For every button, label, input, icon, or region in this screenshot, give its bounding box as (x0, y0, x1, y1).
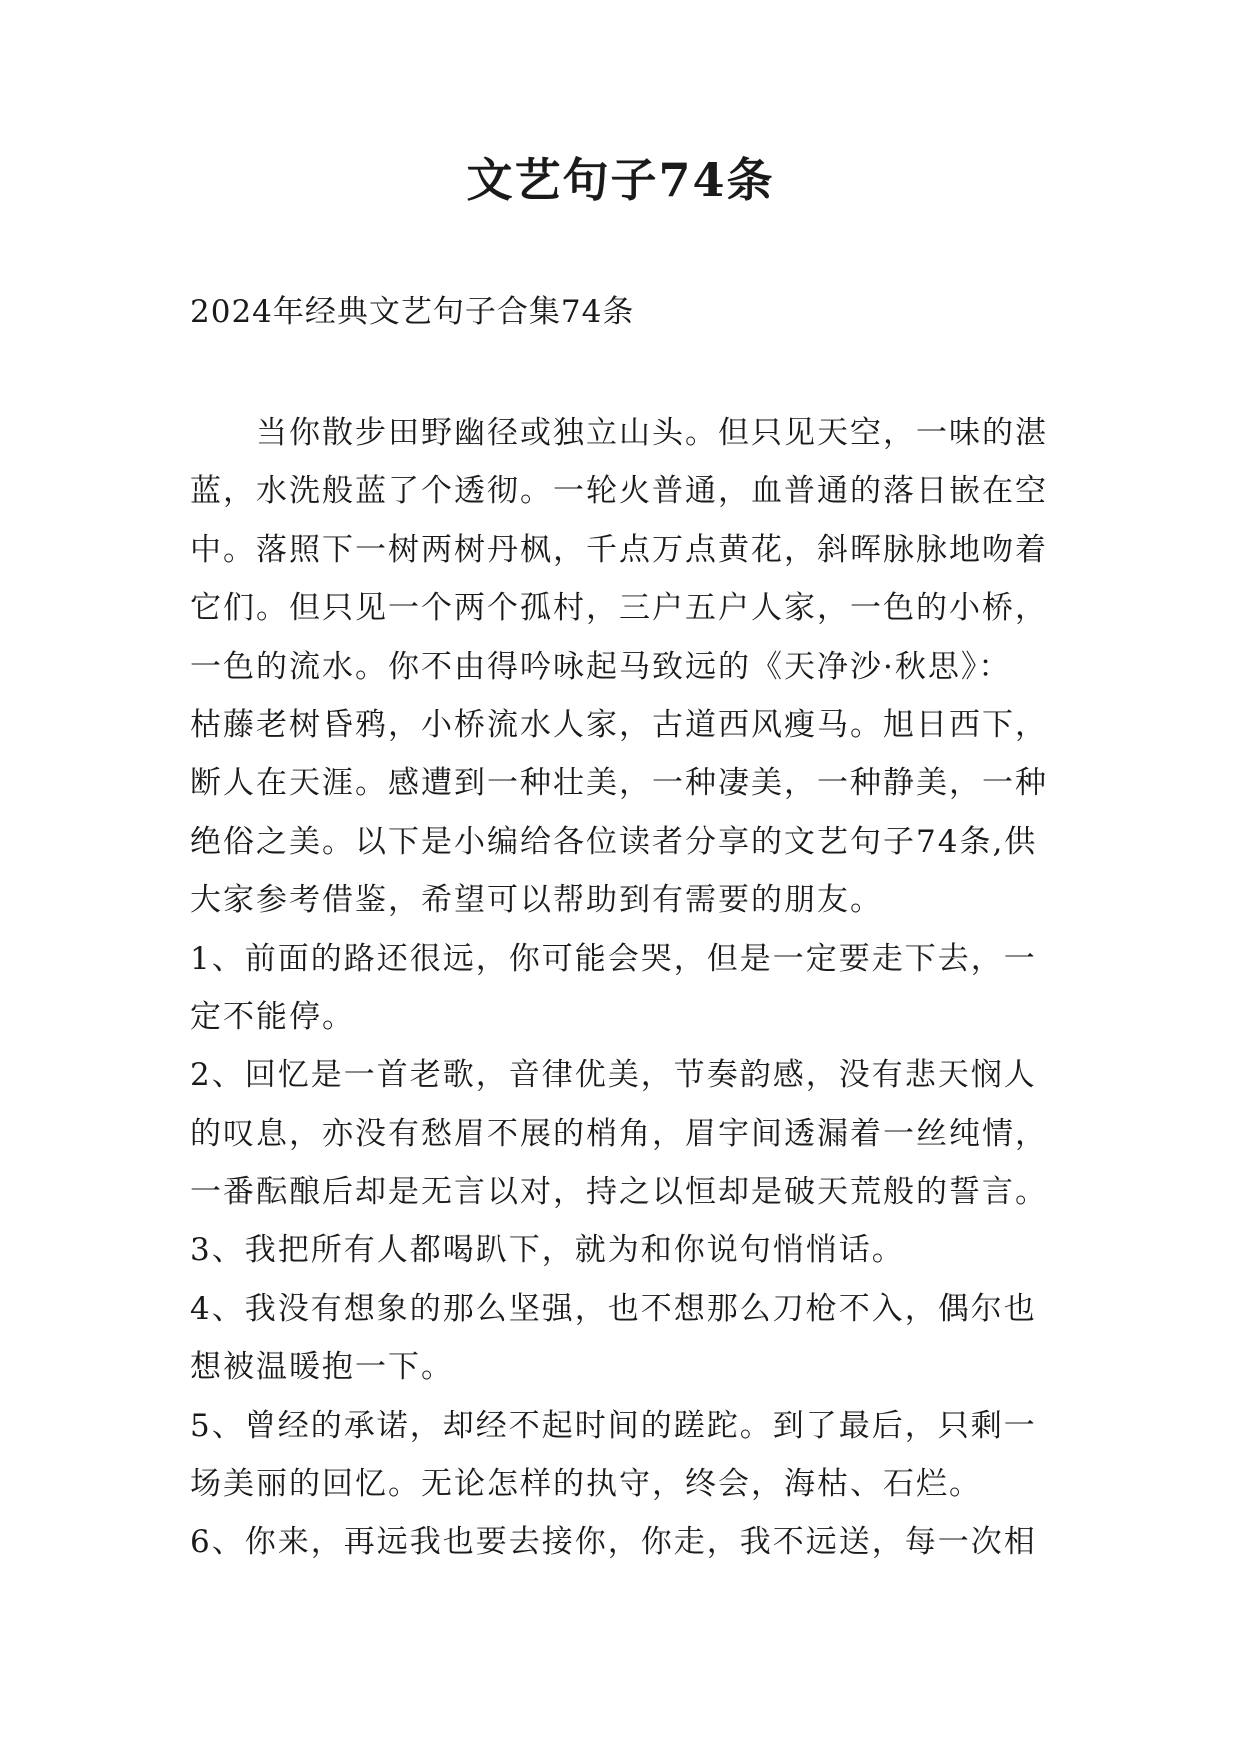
list-item-4: 4、我没有想象的那么坚强，也不想那么刀枪不入，偶尔也 (190, 1290, 1037, 1327)
list-item-5: 5、曾经的承诺，却经不起时间的蹉跎。到了最后，只剩一 (190, 1407, 1037, 1444)
list-item-2: 2、回忆是一首老歌，音律优美，节奏韵感，没有悲天悯人 (190, 1057, 1037, 1094)
list-item-4-cont: 想被温暖抱一下。 (190, 1349, 454, 1386)
body-line: 大家参考借鉴，希望可以帮助到有需要的朋友。 (190, 882, 883, 919)
body-line: 枯藤老树昏鸦，小桥流水人家，古道西风瘦马。旭日西下， (190, 706, 1048, 743)
body-line: 绝俗之美。以下是小编给各位读者分享的文艺句子74条,供 (190, 823, 1038, 860)
body-line: 断人在天涯。感遭到一种壮美，一种凄美，一种静美，一种 (190, 765, 1048, 802)
list-item-5-cont: 场美丽的回忆。无论怎样的执守，终会，海枯、石烂。 (190, 1466, 982, 1503)
body-line: 蓝，水洗般蓝了个透彻。一轮火普通，血普通的落日嵌在空 (190, 473, 1048, 510)
list-item-2-cont: 一番酝酿后却是无言以对，持之以恒却是破天荒般的誓言。 (190, 1174, 1048, 1211)
document-subtitle: 2024年经典文艺句子合集74条 (190, 294, 635, 330)
body-line: 一色的流水。你不由得吟咏起马致远的《天净沙·秋思》： (190, 648, 1012, 685)
list-item-1: 1、前面的路还很远，你可能会哭，但是一定要走下去，一 (190, 940, 1037, 977)
list-item-3: 3、我把所有人都喝趴下，就为和你说句悄悄话。 (190, 1232, 905, 1269)
list-item-2-cont: 的叹息，亦没有愁眉不展的梢角，眉宇间透漏着一丝纯情， (190, 1115, 1048, 1152)
list-item-1-cont: 定不能停。 (190, 998, 355, 1035)
list-item-6: 6、你来，再远我也要去接你，你走，我不远送，每一次相 (190, 1524, 1037, 1561)
body-line: 当你散步田野幽径或独立山头。但只见天空，一味的湛 (256, 415, 1048, 451)
document-title: 文艺句子74条 (466, 153, 775, 207)
document-body (190, 404, 1070, 1572)
body-line: 中。落照下一树两树丹枫，千点万点黄花，斜晖脉脉地吻着 (190, 531, 1048, 568)
body-line: 它们。但只见一个两个孤村，三户五户人家，一色的小桥， (190, 590, 1048, 627)
